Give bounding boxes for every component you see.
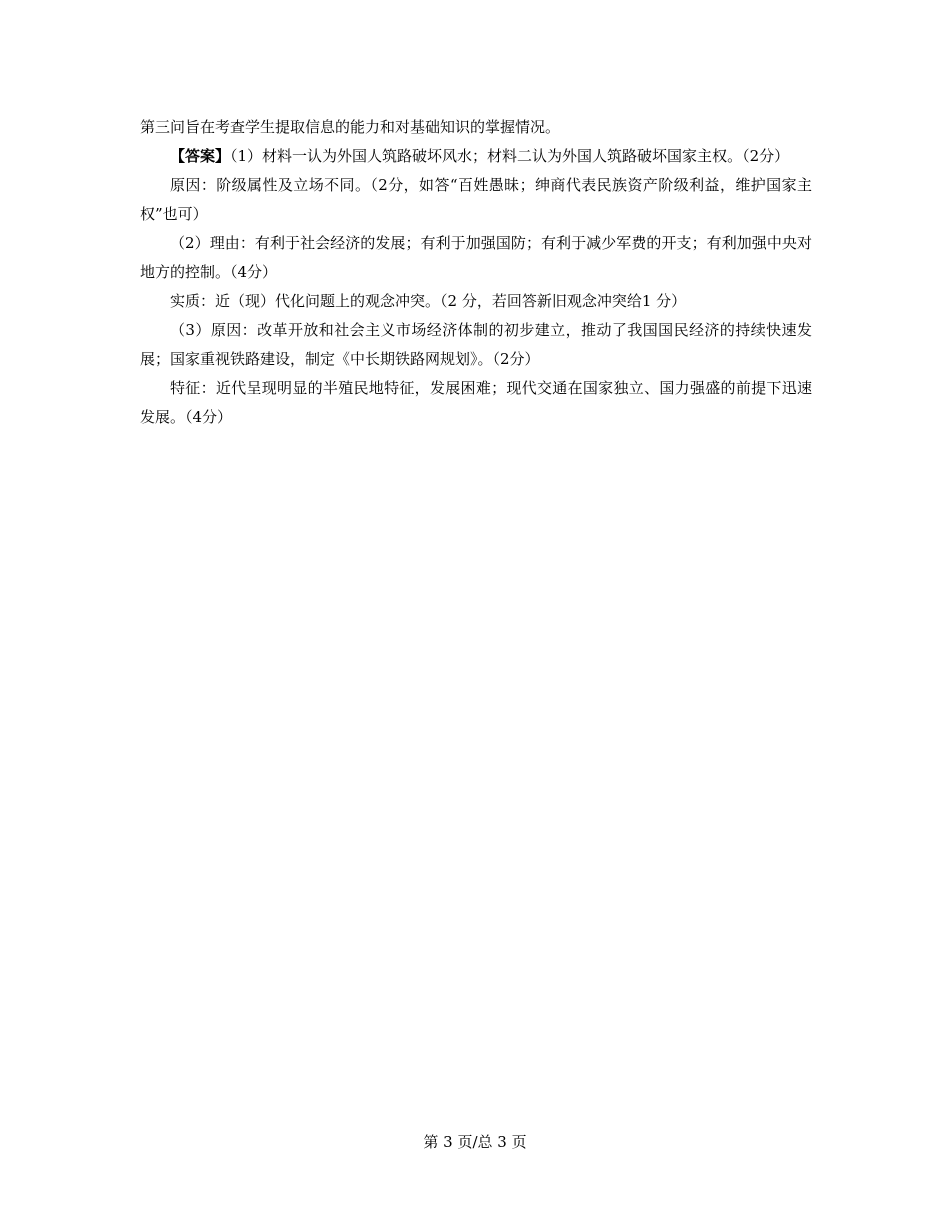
paragraph-answer-2: （2）理由：有利于社会经济的发展；有利于加强国防；有利于减少军费的开支；有利加强中央对地方的控制。（4分） (140, 234, 812, 281)
page-footer: 第 3 页/总 3 页 (423, 1133, 527, 1151)
answer-label: 【答案】 (170, 147, 231, 165)
paragraph-reason-1: 原因：阶级属性及立场不同。（2分，如答“百姓愚昧；绅商代表民族资产阶级利益，维护国家主权”也可） (140, 176, 812, 223)
paragraph-essence: 实质：近（现）代化问题上的观念冲突。（2 分，若回答新旧观念冲突给1 分） (170, 292, 687, 310)
paragraph-answer-3: （3）原因：改革开放和社会主义市场经济体制的初步建立，推动了我国国民经济的持续快速发展；国家重视铁路建设，制定《中长期铁路网规划》。（2分） (140, 321, 812, 368)
paragraph-answer-1 (140, 142, 812, 171)
answer-content (140, 113, 812, 432)
paragraph-intro: 第三问旨在考查学生提取信息的能力和对基础知识的掌握情况。 (140, 118, 561, 136)
answer-1-text: （1）材料一认为外国人筑路破坏风水；材料二认为外国人筑路破坏国家主权。（2分） (230, 147, 790, 165)
paragraph-feature: 特征：近代呈现明显的半殖民地特征，发展困难；现代交通在国家独立、国力强盛的前提下迅速发展。（4分） (140, 379, 812, 426)
